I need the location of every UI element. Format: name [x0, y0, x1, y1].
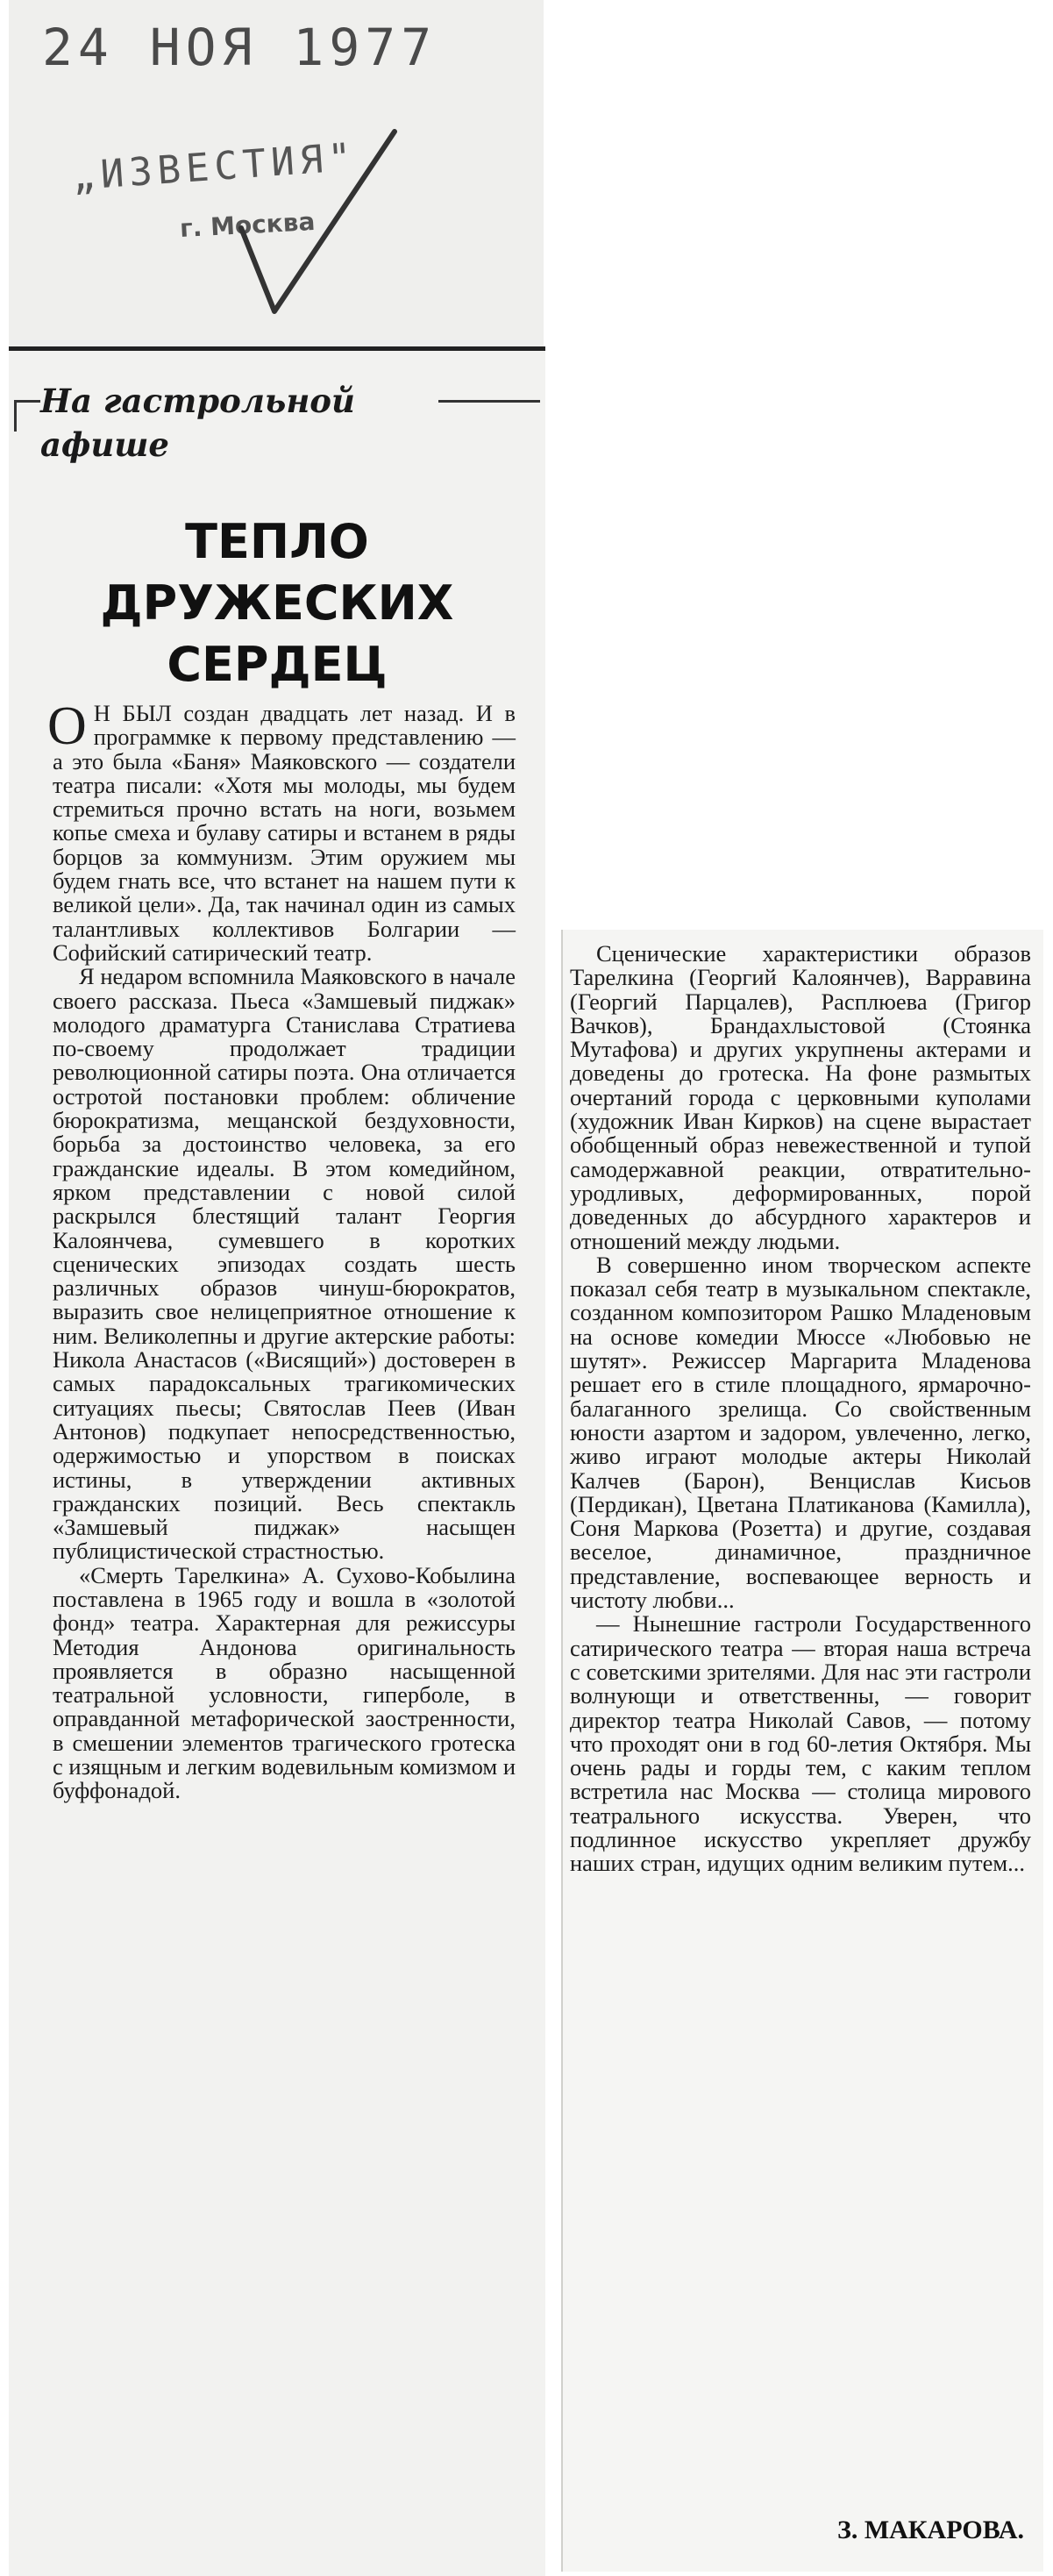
clipping-right-column: [561, 930, 1043, 2572]
rubric-block: [9, 379, 545, 475]
stamp-city: г. Москва: [179, 206, 317, 244]
headline: [9, 511, 545, 696]
drop-cap: О: [47, 696, 87, 756]
rubric-title: На гастрольной афише: [40, 379, 438, 467]
paragraph: — Нынешние гастроли Государственного сатирического театра — вторая наша встреча с советскими зрителями. Для нас эти гастроли волнующи и ответственны, — говорит директор театра Николай Савов, — потому что проходят они в год 60-летия Октября. Мы очень рады и горды тем, с каким теплом встретила нас Москва — столица мирового театрального искусства. Уверен, что подлинное искусство укрепляет дружбу наших стран, идущих одним великим путем...: [570, 1610, 1031, 1877]
checkmark-icon: [232, 123, 408, 325]
stamp-newspaper-name: „ИЗВЕСТИЯ": [70, 134, 359, 200]
paragraph: «Смерть Тарелкина» А. Сухово-Кобылина поставлена в 1965 году и вошла в «золотой фонд» театра. Характерная для режиссуры Методия Андонова оригинальность проявляется в образно насыщенной театральной условности, гиперболе, в оправданной метафорической заостренности, в смешении элементов трагического гротеска с изящным и легким водевильным комизмом и буффонадой.: [53, 1561, 516, 1804]
paragraph-text: Н БЫЛ создан двадцать лет назад. И в программке к первому представлению — а это была «Баня» Маяковского — создатели театра писали: «Хотя мы молоды, мы будем стремиться прочно встать на ноги, возьмем копье смеха и булаву сатиры и встанем в ряды борцов за коммунизм. Этим оружием мы будем гнать все, что встанет на нашем пути к великой цели». Да, так начинал один из самых талантливых коллективов Болгарии — Софийский сатирический театр.: [53, 700, 516, 966]
paragraph: [47, 696, 516, 966]
paragraph: В совершенно ином творческом аспекте показал себя театр в музыкальном спектакле, созданном композитором Рашко Младеновым на основе комедии Мюссе «Любовью не шутят». Режиссер Маргарита Младенова решает его в стиле площадного, ярмарочно-балаганного зрелища. Со свойственным юности азартом и задором, увлеченно, легко, живо играют молодые актеры Николай Калчев (Барон), Венцислав Кисьов (Пердикан), Цветана Платиканова (Камилла), Соня Маркова (Розетта) и другие, создавая веселое, динамичное, праздничное представление, воспевающее верность и чистоту любви...: [570, 1251, 1031, 1614]
headline-line: СЕРДЕЦ: [167, 637, 388, 692]
archive-stamp: [9, 0, 544, 346]
article-body-left: [47, 696, 516, 1804]
headline-line: ТЕПЛО: [185, 514, 369, 569]
clipping-left-column: [9, 346, 545, 2576]
paragraph: Сценические характеристики образов Тарелкина (Георгий Калоянчев), Варравина (Георгий Парцалев), Расплюева (Григор Вачков), Брандахлыстовой (Стоянка Мутафова) и других укрупнены актерами и доведены до гротеска. На фоне размытых очертаний города с церковными куполами (художник Иван Кирков) на сцене вырастает обобщенный образ невежественной и тупой самодержавной реакции, отвратительно-уродливых, деформированных, порой доведенных до абсурдного характеров и отношений между людьми.: [570, 940, 1031, 1254]
rubric-bracket: [14, 400, 17, 432]
stamp-date: 24 НОЯ 1977: [42, 18, 438, 77]
article-body-right: [570, 942, 1031, 1876]
headline-line: ДРУЖЕСКИХ: [100, 575, 454, 631]
paragraph: Я недаром вспомнила Маяковского в начале своего рассказа. Пьеса «Замшевый пиджак» молодого драматурга Станислава Стратиева по-своему продолжает традиции революционной сатиры поэта. Она отличается остротой постановки проблем: обличение бюрократизма, мещанской бездуховности, борьба за достоинство человека, за его гражданские идеалы. В этом комедийном, ярком представлении с новой силой раскрылся блестящий талант Георгия Калоянчева, сумевшего в коротких сценических эпизодах создать шесть различных образов чинуш-бюрократов, выразить свое нелицеприятное отношение к ним. Великолепны и другие актерские работы: Никола Анастасов («Висящий») достоверен в самых парадоксальных трагикомических ситуациях пьесы; Святослав Пеев (Иван Антонов) подкупает непосредственностью, одержимостью и упорством в поисках истины, в утверждении активных гражданских позиций. Весь спектакль «Замшевый пиджак» насыщен публицистической страстностью.: [53, 963, 516, 1565]
author-signature: З. МАКАРОВА.: [836, 2515, 1024, 2544]
